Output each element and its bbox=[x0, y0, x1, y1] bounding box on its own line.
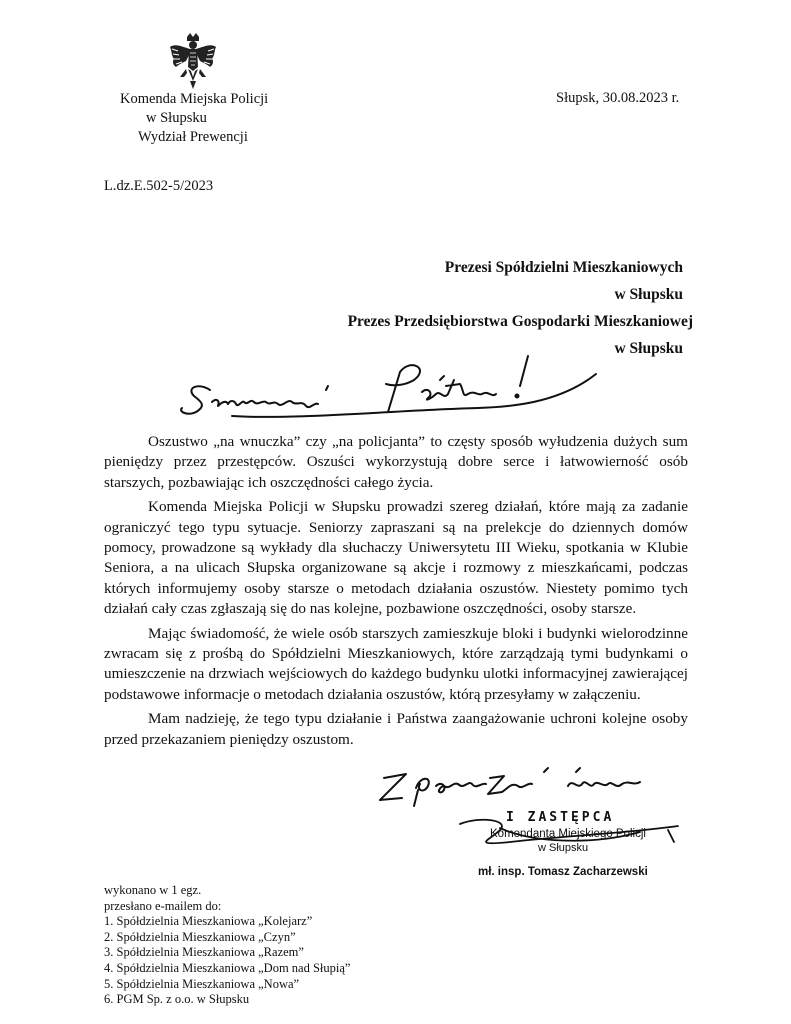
handwritten-closing bbox=[372, 760, 652, 810]
body-paragraph: Mam nadzieję, że tego typu działanie i Państwa zaangażowanie uchroni kolejne osoby przed przekazaniem pieniędzy oszustom. bbox=[104, 710, 688, 748]
stamp-line: Komendanta Miejskiego Policji bbox=[490, 828, 646, 840]
stamp-title: I ZASTĘPCA bbox=[506, 810, 615, 825]
letter-body bbox=[104, 432, 688, 754]
body-paragraph: Oszustwo „na wnuczka” czy „na policjanta” to częsty sposób wyłudzenia dużych sum pieniędzy przez przestępców. Oszuści wykorzystują dobre serce i łatwowierność osób starszych, pozbawiając ich oszczędności całego życia. bbox=[104, 433, 688, 491]
distribution-list bbox=[104, 883, 350, 1008]
body-paragraph: Mając świadomość, że wiele osób starszych zamieszkuje bloki i budynki wielorodzinne zwracam się z prośbą do Spółdzielni Mieszkaniowych, które zarządzają tymi budynkami o umieszczenie na drzwiach wejściowych do każdego budynku ulotki informacyjnej zawierającej podstawowe informacje o metodach działania oszustów, którą przesyłamy w załączeniu. bbox=[104, 624, 688, 703]
footer-line: wykonano w 1 egz. bbox=[104, 883, 202, 897]
footer-line: 6. PGM Sp. z o.o. w Słupsku bbox=[104, 992, 250, 1007]
footer-line: 2. Spółdzielnia Mieszkaniowa „Czyn” bbox=[104, 929, 296, 944]
sender-line: Wydział Prewencji bbox=[138, 129, 248, 145]
recipient-line: w Słupsku bbox=[614, 340, 683, 357]
footer-line: przesłano e-mailem do: bbox=[104, 898, 222, 913]
footer-line: 5. Spółdzielnia Mieszkaniowa „Nowa” bbox=[104, 976, 300, 991]
sender-line: w Słupsku bbox=[146, 110, 207, 126]
recipient-line: Prezes Przedsiębiorstwa Gospodarki Mieszkaniowej bbox=[347, 313, 693, 330]
stamp-line: w Słupsku bbox=[538, 842, 589, 854]
sender-line: Komenda Miejska Policji bbox=[120, 91, 269, 107]
polish-eagle-emblem-icon bbox=[168, 33, 218, 91]
recipient-line: Prezesi Spółdzielni Mieszkaniowych bbox=[444, 259, 683, 276]
footer-line: 3. Spółdzielnia Mieszkaniowa „Razem” bbox=[104, 945, 304, 960]
place-date: Słupsk, 30.08.2023 r. bbox=[556, 90, 680, 106]
signer-name: mł. insp. Tomasz Zacharzewski bbox=[478, 866, 648, 878]
footer-line: 1. Spółdzielnia Mieszkaniowa „Kolejarz” bbox=[104, 914, 313, 929]
handwritten-salutation bbox=[178, 350, 598, 428]
footer-line: 4. Spółdzielnia Mieszkaniowa „Dom nad Słupią” bbox=[104, 960, 351, 975]
body-paragraph: Komenda Miejska Policji w Słupsku prowadzi szereg działań, które mają za zadanie ograniczyć tego typu sytuacje. Seniorzy zapraszani są na prelekcje do dziennych domów pomocy, prowadzone są wykłady dla słuchaczy Uniwersytetu III Wieku, spotkania w Klubie Seniora, a na ulicach Słupska organizowane są akcje i rozmowy z mieszkańcami, podczas których informujemy osoby starsze o metodach działania oszustów. Niestety pomimo tych działań cały czas zgłaszają się do nas kolejne, pozbawione oszczędności, osoby starsze. bbox=[104, 498, 688, 618]
sender-block bbox=[120, 90, 268, 147]
recipient-line: w Słupsku bbox=[614, 286, 683, 303]
reference-number: L.dz.E.502-5/2023 bbox=[104, 178, 214, 194]
recipients-block bbox=[347, 254, 693, 362]
